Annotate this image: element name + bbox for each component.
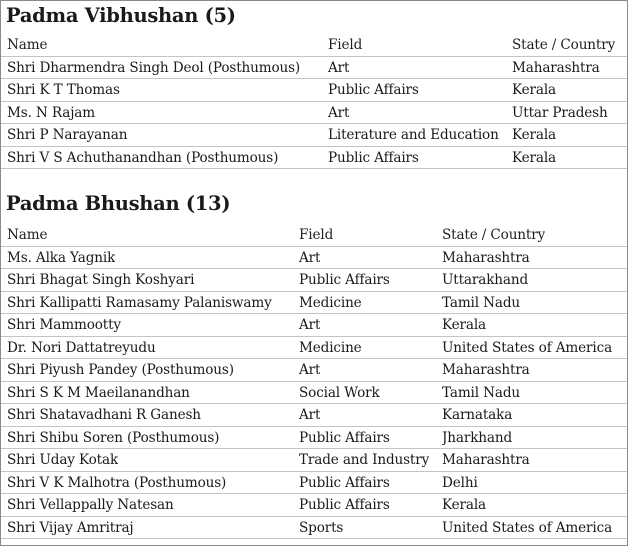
awardee-state: Uttarakhand [442,272,528,288]
table-row [1,517,627,540]
awardee-state: Tamil Nadu [442,294,520,311]
table-row [1,247,627,270]
awardee-name: Shri Vellappally Natesan [7,497,174,513]
awardee-name: Shri Shibu Soren (Posthumous) [7,429,220,446]
awardee-field: Social Work [299,384,380,401]
awardee-field: Art [299,362,321,378]
table-row [1,382,627,405]
padma-vibhushan-section [1,1,627,169]
awardee-field: Public Affairs [299,272,390,288]
table-row [1,337,627,360]
awardee-state: Kerala [512,127,556,143]
column-header-field: Field [328,37,363,53]
awardee-state: Maharashtra [442,249,530,266]
table-row [1,449,627,472]
table-row [1,494,627,517]
awardee-field: Art [328,59,350,76]
awardee-field: Medicine [299,339,362,356]
table-header [1,224,627,247]
table-row [1,314,627,337]
padma-bhushan-section [1,190,627,539]
awardee-field: Public Affairs [299,429,390,446]
table-row [1,472,627,495]
awardee-field: Art [299,249,321,266]
awardee-field: Medicine [299,294,362,311]
awardee-name: Shri S K M Maeilanandhan [7,384,190,401]
column-header-state: State / Country [512,37,616,53]
awardee-name: Shri Bhagat Singh Koshyari [7,272,195,288]
awardee-field: Literature and Education [328,127,499,143]
awardee-field: Public Affairs [299,497,390,513]
awardee-field: Art [299,407,321,423]
awardee-field: Public Affairs [299,474,390,491]
awardee-field: Art [328,104,350,121]
awardee-name: Shri Shatavadhani R Ganesh [7,407,201,423]
column-header-state: State / Country [442,227,546,243]
awardee-state: Kerala [442,317,486,333]
section-title: Padma Bhushan (13) [6,192,231,215]
awardee-state: Maharashtra [442,362,530,378]
awardee-name: Ms. Alka Yagnik [7,249,116,266]
awardee-field: Trade and Industry [299,452,430,468]
table-row [1,269,627,292]
column-header-name: Name [7,37,48,53]
table-row [1,147,627,170]
awardee-state: Uttar Pradesh [512,104,608,121]
table-row [1,57,627,80]
awardee-name: Shri V S Achuthanandhan (Posthumous) [7,149,279,166]
awardee-name: Shri K T Thomas [7,82,120,98]
awardee-field: Public Affairs [328,82,419,98]
table-header [1,34,627,57]
column-header-name: Name [7,227,48,243]
section-title: Padma Vibhushan (5) [6,4,236,27]
awardee-state: Delhi [442,474,478,491]
awardee-state: Tamil Nadu [442,384,520,401]
awardee-state: Kerala [442,497,486,513]
awardee-name: Shri Uday Kotak [7,452,119,468]
column-header-field: Field [299,227,334,243]
awardee-state: Jharkhand [442,429,513,446]
awardee-state: Maharashtra [512,59,600,76]
awardee-name: Shri P Narayanan [7,127,128,143]
awardee-field: Sports [299,519,344,536]
awardee-name: Dr. Nori Dattatreyudu [7,339,156,356]
awardee-name: Shri Mammootty [7,317,121,333]
awardee-state: Kerala [512,149,556,166]
awardee-name: Shri Piyush Pandey (Posthumous) [7,362,234,378]
awardee-name: Shri Dharmendra Singh Deol (Posthumous) [7,59,301,76]
awardee-state: United States of America [442,339,613,356]
awardee-field: Public Affairs [328,149,419,166]
awardee-state: United States of America [442,519,613,536]
table-row [1,79,627,102]
awardee-state: Karnataka [442,407,513,423]
awardee-state: Maharashtra [442,452,530,468]
awardee-field: Art [299,317,321,333]
awardee-state: Kerala [512,82,556,98]
table-row [1,124,627,147]
table-row [1,359,627,382]
table-row [1,292,627,315]
awardee-name: Ms. N Rajam [7,104,95,121]
awardee-name: Shri Kallipatti Ramasamy Palaniswamy [7,294,272,311]
table-row [1,427,627,450]
awardee-name: Shri Vijay Amritraj [7,519,134,536]
table-row [1,102,627,125]
awardee-name: Shri V K Malhotra (Posthumous) [7,474,227,491]
table-row [1,404,627,427]
